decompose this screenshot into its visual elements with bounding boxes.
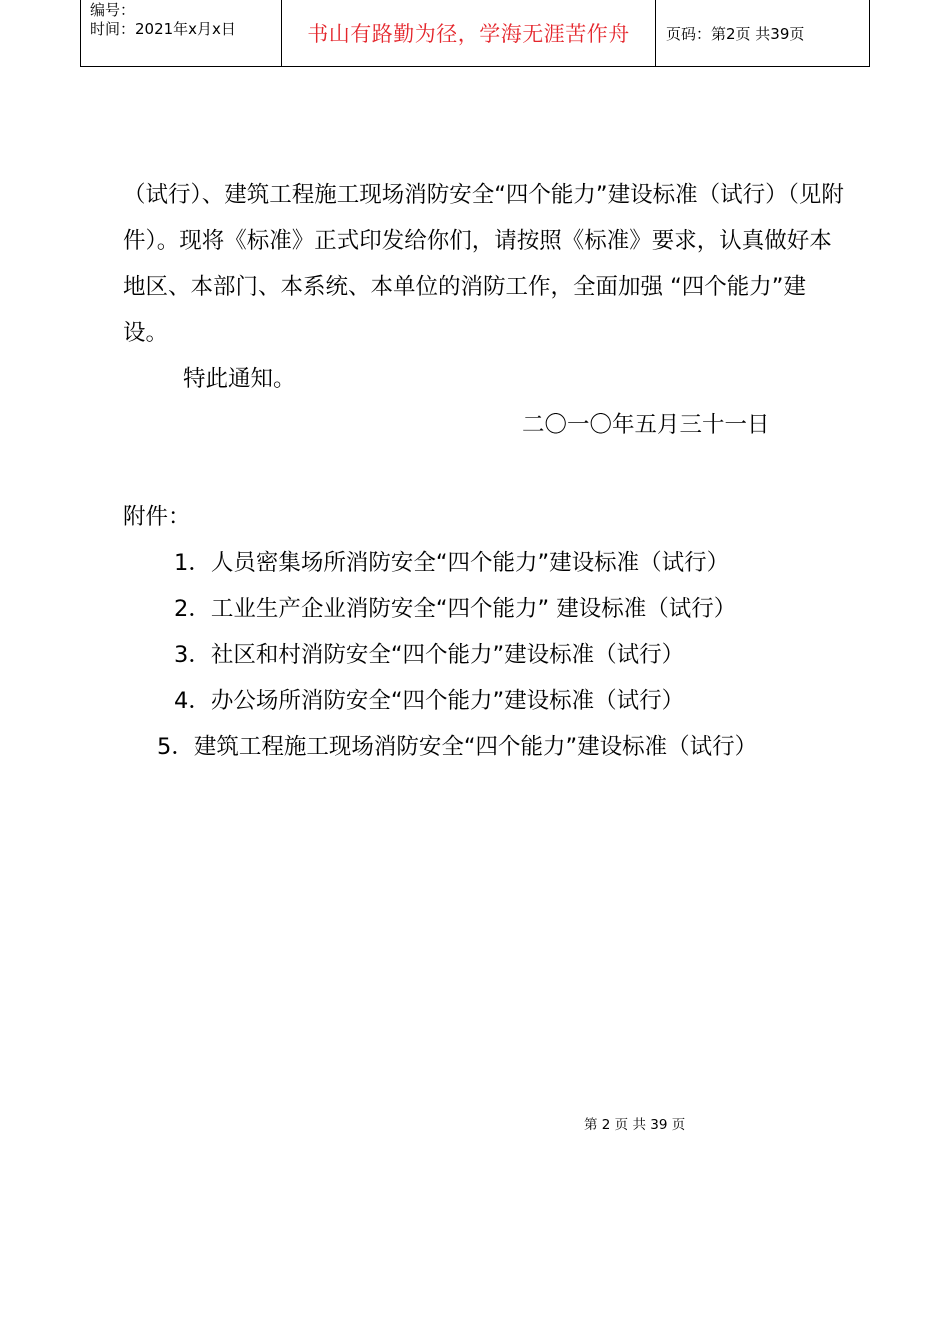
- closing-line: 特此通知。: [183, 366, 296, 392]
- attachment-item-1: 1．人员密集场所消防安全“四个能力”建设标准（试行）: [174, 550, 730, 576]
- notice-body: [123, 172, 847, 402]
- header-motto: 书山有路勤为径，学海无涯苦作舟: [282, 0, 656, 66]
- issue-date: 二〇一〇年五月三十一日: [522, 412, 770, 438]
- attachment-item-2: 2．工业生产企业消防安全“四个能力” 建设标准（试行）: [174, 596, 737, 622]
- attachment-item-5: 5．建筑工程施工现场消防安全“四个能力”建设标准（试行）: [157, 734, 758, 760]
- attachment-item-3: 3．社区和村消防安全“四个能力”建设标准（试行）: [174, 642, 685, 668]
- attachment-item-4: 4．办公场所消防安全“四个能力”建设标准（试行）: [174, 688, 685, 714]
- header-meta: [81, 0, 282, 66]
- page-header: [80, 0, 870, 67]
- page-footer: 第 2 页 共 39 页: [584, 1117, 686, 1133]
- header-page-info: 页码：第2页 共39页: [666, 24, 805, 43]
- document-number-label: 编号：: [90, 1, 136, 19]
- document-time-label: 时间：2021年x月x日: [90, 20, 236, 38]
- attachments-title: 附件：: [123, 504, 191, 530]
- body-paragraph: （试行）、建筑工程施工现场消防安全“四个能力”建设标准（试行）（见附件）。现将《标准》正式印发给你们，请按照《标准》要求，认真做好本地区、本部门、本系统、本单位的消防工作，全面加强 “四个能力”建设。: [123, 182, 844, 346]
